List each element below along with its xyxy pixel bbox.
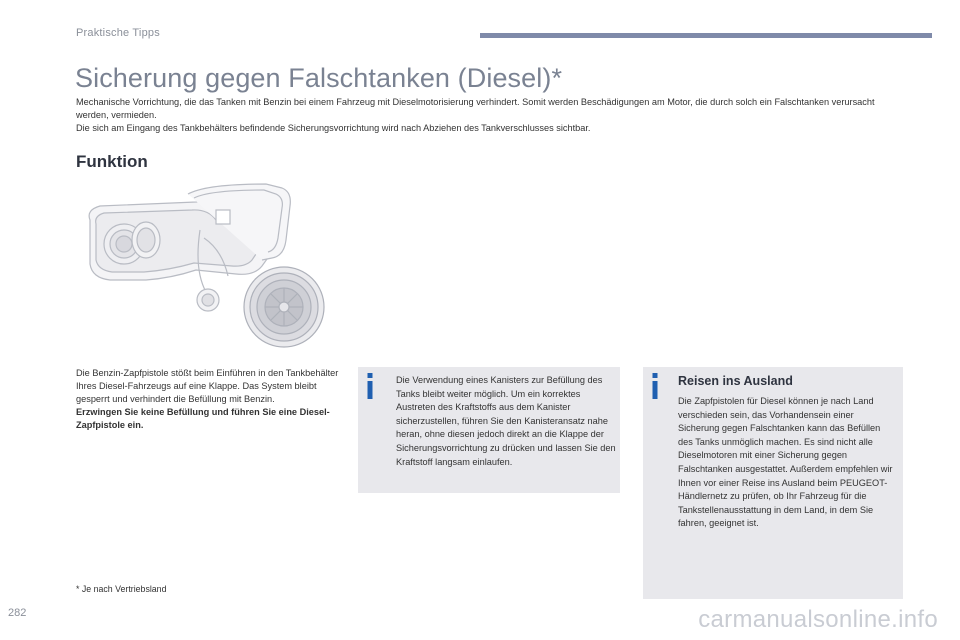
page-title: Sicherung gegen Falschtanken (Diesel)*: [75, 63, 563, 93]
travel-text: Die Zapfpistolen für Diesel können je nach Land verschieden sein, das Vorhandensein einer Sicherung gegen Falschtanken kann das Befüllen des Tanks unmöglich machen. Es sind nicht alle Dieselmotoren mit einer Sicherung gegen Falschtanken ausgestattet. Außerdem empfehlen wir Ihnen vor einer Reise ins Ausland beim PEUGEOT-Händlernetz zu prüfen, ob Ihr Fahrzeug für die Tankstellenausstattung in dem Land, in dem Sie fahren, geeignet ist.: [678, 396, 893, 529]
function-description: [76, 367, 344, 432]
travel-heading: Reisen ins Ausland: [678, 374, 793, 388]
fuel-filler-drawing: [76, 180, 338, 348]
info-icon: [364, 373, 376, 399]
watermark: carmanualsonline.info: [698, 606, 938, 633]
fuel-filler-illustration: [76, 180, 338, 348]
function-text: Die Benzin-Zapfpistole stößt beim Einführen in den Tankbehälter Ihres Diesel-Fahrzeugs auf eine Klappe. Das System bleibt gesperrt und verhindert die Befüllung mit Benzin.: [76, 368, 339, 404]
info-icon: [649, 373, 661, 399]
header-bar: [480, 33, 932, 38]
function-heading: Funktion: [76, 152, 148, 171]
canister-text: Die Verwendung eines Kanisters zur Befüllung des Tanks bleibt weiter möglich. Um ein korrektes Austreten des Kraftstoffs aus dem Kanister sicherzustellen, führen Sie den Kanisteransatz nahe heran, ohne diesen jedoch direkt an die Klappe der Sicherungsvorrichtung zu drücken und lassen Sie den Kraftstoff langsam einlaufen.: [396, 375, 616, 467]
info-box-canister: [358, 367, 620, 493]
intro-text: [76, 96, 906, 135]
function-warning: Erzwingen Sie keine Befüllung und führen Sie eine Diesel-Zapfpistole ein.: [76, 407, 330, 430]
footnote: * Je nach Vertriebsland: [76, 584, 167, 594]
intro-paragraph-2: Die sich am Eingang des Tankbehälters befindende Sicherungsvorrichtung wird nach Abziehen des Tankverschlusses sichtbar.: [76, 123, 591, 133]
section-label: Praktische Tipps: [76, 27, 160, 39]
info-box-travel: [643, 367, 903, 599]
intro-paragraph-1: Mechanische Vorrichtung, die das Tanken mit Benzin bei einem Fahrzeug mit Dieselmotorisierung verhindert. Somit werden Beschädigungen am Motor, die durch solch ein Falschtanken verursacht werden, vermieden.: [76, 97, 875, 120]
page-number: 282: [8, 607, 27, 619]
